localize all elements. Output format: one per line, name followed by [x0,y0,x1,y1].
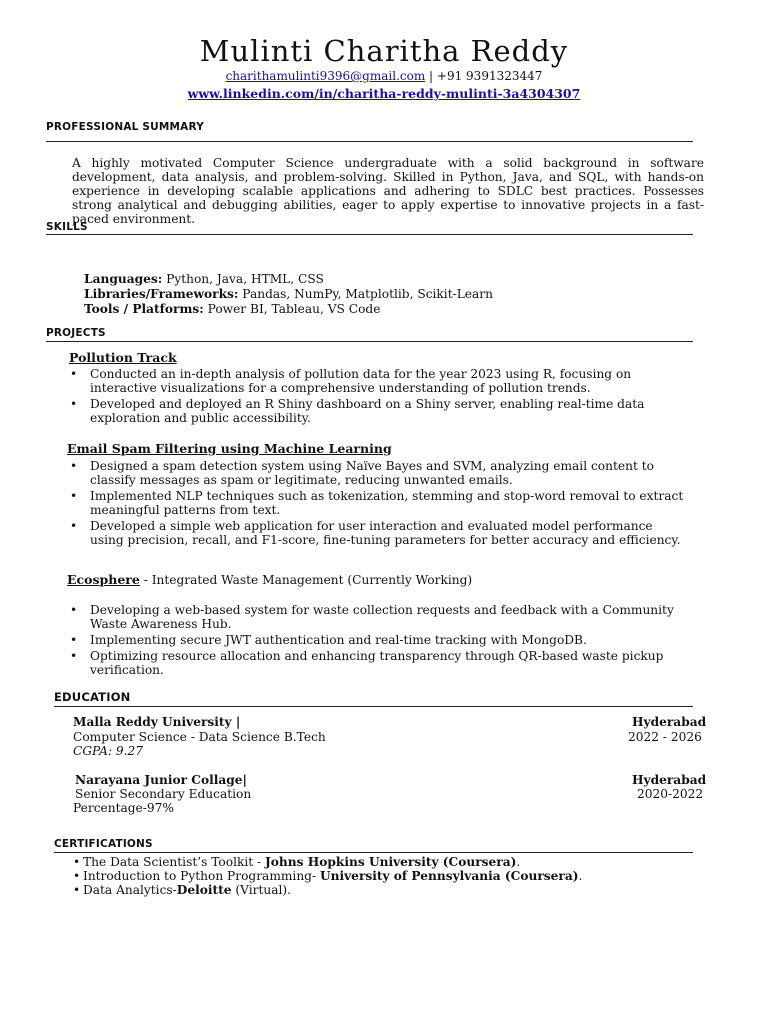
contact-line [0,69,768,83]
education-program: Senior Secondary Education [75,787,252,801]
bullet-icon: • [70,519,78,533]
list-item: • Designed a spam detection system using Naïve Bayes and SVM, analyzing email content to classify messages as spam or legitimate, reducing unwanted emails. [70,459,654,487]
section-divider [46,341,693,342]
project-bullets [70,603,690,679]
education-score: Percentage-97% [73,801,174,815]
section-heading-projects: PROJECTS [46,327,106,339]
linkedin-line [0,86,768,101]
skill-label: Languages: [84,272,163,286]
education-score: CGPA: 9.27 [73,744,144,758]
project-subtitle: - Integrated Waste Management (Currently Working) [139,573,473,587]
section-divider [46,234,693,235]
section-heading-certifications: CERTIFICATIONS [54,838,153,850]
linkedin-link[interactable]: www.linkedin.com/in/charitha-reddy-mulinti-3a4304307 [187,86,581,101]
bullet-icon: • [73,869,81,883]
bullet-icon: • [70,649,78,663]
list-item: • Developing a web-based system for waste collection requests and feedback with a Community Waste Awareness Hub. [70,603,674,631]
list-item: • Data Analytics-Deloitte (Virtual). [73,883,291,897]
section-divider [46,141,693,142]
summary-text: A highly motivated Computer Science undergraduate with a solid background in software development, data analysis, and problem-solving. Skilled in Python, Java, and SQL, with hands-on experience in developing scalable applications and adhering to SDLC best practices. Possesses strong analytical and debugging abilities, eager to apply expertise to innovative projects in a fast-paced environment. [72,156,704,226]
project-name: Ecosphere [67,572,140,587]
bullet-icon: • [73,855,81,869]
list-item: • Developed and deployed an R Shiny dashboard on a Shiny server, enabling real-time data exploration and public accessibility. [70,397,645,425]
skill-value: Power BI, Tableau, VS Code [203,302,381,316]
bullet-icon: • [70,489,78,503]
section-heading-summary: PROFESSIONAL SUMMARY [46,121,205,133]
project-bullets [70,367,696,427]
section-heading-skills: SKILLS [46,221,88,233]
list-item: • Implementing secure JWT authentication and real-time tracking with MongoDB. [70,633,587,647]
list-item: • Introduction to Python Programming- University of Pennsylvania (Coursera). [73,869,583,883]
skill-label: Libraries/Frameworks: [84,287,239,301]
section-divider [54,706,693,707]
project-title-ecosphere [67,572,472,587]
education-years: 2022 - 2026 [628,730,702,744]
education-location: Hyderabad [632,773,707,787]
skill-tools [84,302,380,316]
bullet-icon: • [70,459,78,473]
list-item: • The Data Scientist’s Toolkit - Johns Hopkins University (Coursera). [73,855,521,869]
skill-label: Tools / Platforms: [84,302,204,316]
list-item: • Developed a simple web application for user interaction and evaluated model performance using precision, recall, and F1-score, fine-tuning parameters for better accuracy and efficiency. [70,519,681,547]
bullet-icon: • [70,633,78,647]
education-program: Computer Science - Data Science B.Tech [73,730,326,744]
project-title-pollution-track: Pollution Track [69,350,177,365]
contact-separator: | [429,69,434,83]
education-institution: Malla Reddy University | [73,715,241,729]
education-years: 2020-2022 [637,787,704,801]
list-item: • Implemented NLP techniques such as tokenization, stemming and stop-word removal to extract meaningful patterns from text. [70,489,684,517]
list-item: • Optimizing resource allocation and enhancing transparency through QR-based waste pickup verification. [70,649,664,677]
certification-list [73,855,693,897]
skill-languages [84,272,324,286]
phone-number: +91 9391323447 [436,69,543,83]
bullet-icon: • [73,883,81,897]
skill-value: Python, Java, HTML, CSS [162,272,324,286]
education-institution: Narayana Junior Collage| [75,773,247,787]
bullet-icon: • [70,603,78,617]
project-bullets [70,459,690,549]
candidate-name: Mulinti Charitha Reddy [199,34,569,68]
skill-value: Pandas, NumPy, Matplotlib, Scikit-Learn [238,287,493,301]
email-link[interactable]: charithamulinti9396@gmail.com [225,69,426,83]
section-divider [54,852,693,853]
bullet-icon: • [70,367,78,381]
education-location: Hyderabad [632,715,707,729]
list-item: • Conducted an in-depth analysis of pollution data for the year 2023 using R, focusing on interactive visualizations for a comprehensive understanding of pollution trends. [70,367,632,395]
project-title-spam-filtering: Email Spam Filtering using Machine Learning [67,441,392,456]
section-heading-education: EDUCATION [54,690,131,704]
skill-libraries [84,287,493,301]
bullet-icon: • [70,397,78,411]
